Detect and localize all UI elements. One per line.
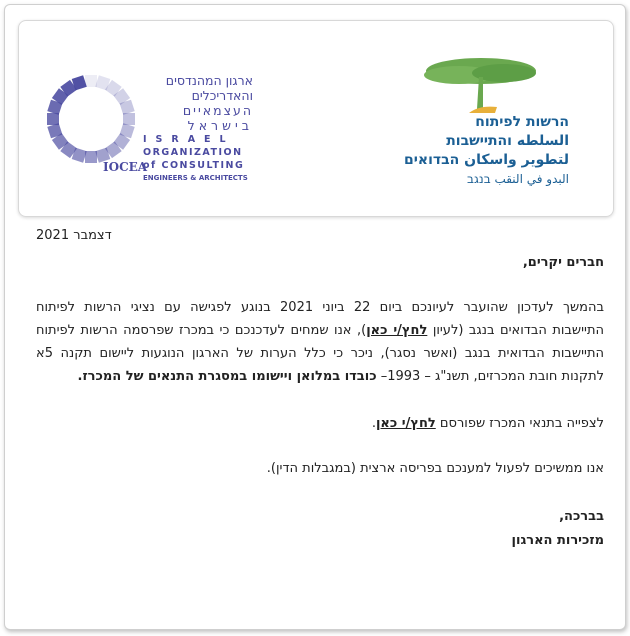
- paragraph-line: [36, 369, 604, 384]
- tree-icon: [399, 53, 569, 115]
- logo-hebrew-line: והאדריכלים: [191, 88, 253, 103]
- text: לתקנות חובת המכרזים, תשנ"ג – 1993–: [376, 369, 604, 384]
- logo-line: لتطوير واسكان הבדואים: [404, 152, 569, 168]
- letterhead: [18, 20, 614, 217]
- text: התיישבות הבדואים בנגב (לעיון: [427, 323, 604, 338]
- logo-english-line: of CONSULTING: [143, 160, 245, 171]
- bold-text: כובדו במלואן ויישומו במסגרת התנאים של המכרז.: [77, 369, 377, 384]
- text: לצפייה בתנאי המכרז שפורסם: [435, 416, 604, 431]
- iocea-acronym: IOCEA: [103, 160, 148, 174]
- ring-segment: [85, 151, 97, 163]
- paragraph-line: התיישבות הבדואית בנגב (ואשר נסגר), ניכר כי כלל הערות של הארגון הנוגעות ליישום תקנה 5א: [36, 346, 604, 361]
- view-meeting-link[interactable]: לחץ/י כאן: [366, 323, 428, 338]
- bedouin-authority-logo: [399, 53, 569, 203]
- ring-segment: [47, 113, 59, 125]
- ring-segment: [123, 113, 135, 125]
- logo-english-line: ORGANIZATION: [143, 147, 243, 158]
- closing: בברכה,: [559, 509, 604, 524]
- paragraph-line: [36, 323, 604, 338]
- signature: מזכירות הארגון: [511, 533, 604, 548]
- iocea-logo: [41, 49, 253, 182]
- paragraph-tender: [36, 416, 604, 431]
- logo-line: البدو في النقب בנגב: [467, 172, 569, 186]
- logo-line: السلطه והתיישבות: [446, 133, 569, 149]
- text: ), אנו שמחים לעדכנכם כי במכרז שפרסמה הרשות לפיתוח: [36, 323, 367, 338]
- view-tender-link[interactable]: לחץ/י כאן: [375, 416, 436, 431]
- logo-hebrew-line: העצמאיים: [182, 103, 253, 118]
- logo-line: הרשות לפיתוח: [475, 114, 569, 130]
- paragraph-line: בהמשך לעדכון שהועבר לעיונכם ביום 22 ביוני 2021 בנוגע לפגישה עם נציגי הרשות לפיתוח: [36, 300, 604, 315]
- logo-english-line: ISRAEL: [143, 134, 235, 145]
- logo-english-line: ENGINEERS & ARCHITECTS: [143, 174, 248, 182]
- ring-logo-icon: [41, 69, 141, 169]
- greeting: חברים יקרים,: [522, 255, 604, 270]
- letter-date: דצמבר 2021: [36, 228, 112, 243]
- paragraph-continue: אנו ממשיכים לפעול למענכם בפריסה ארצית (במגבלות הדין).: [266, 461, 604, 476]
- logo-hebrew-line: בישראל: [187, 118, 253, 133]
- ring-segment: [85, 75, 97, 87]
- text: .: [371, 416, 376, 431]
- logo-hebrew-line: ארגון המהנדסים: [165, 73, 253, 88]
